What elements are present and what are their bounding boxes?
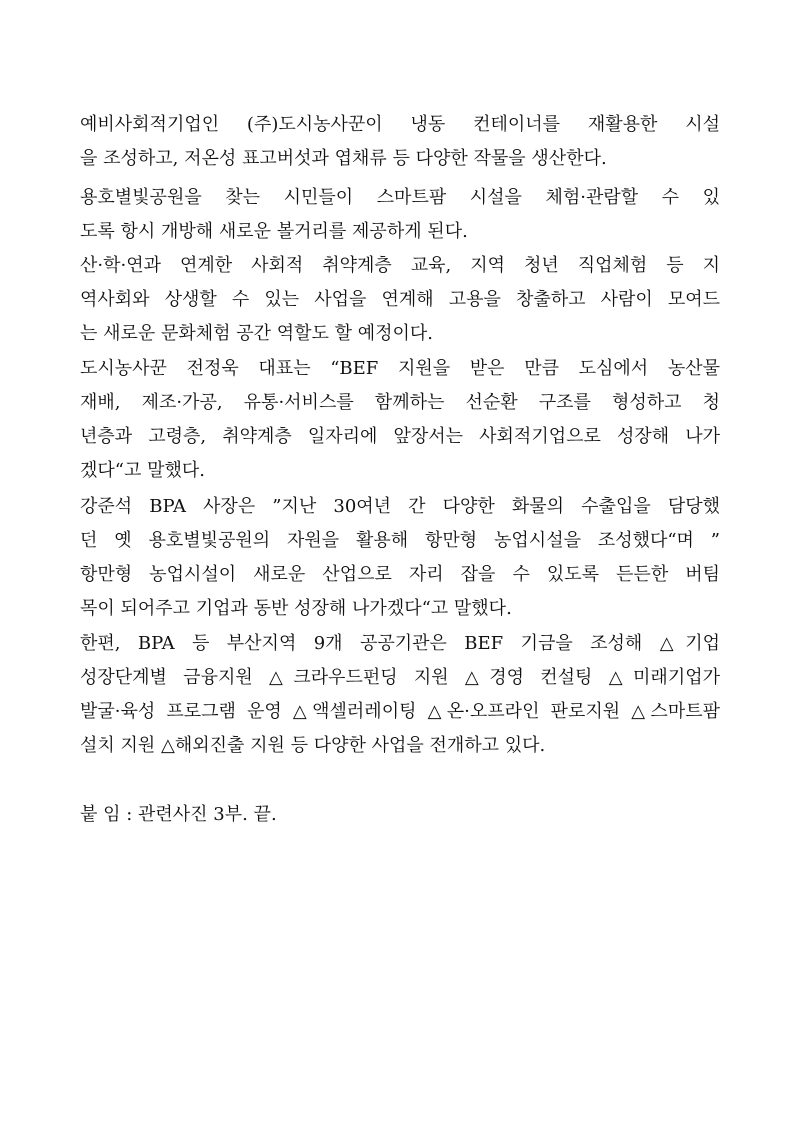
paragraph-facility [80,108,720,176]
text-line: 던 옛 용호별빛공원의 자원을 활용해 항만형 농업시설을 조성했다“며 ” [80,530,720,551]
text-line: 한편, BPA 등 부산지역 9개 공공기관은 BEF 기금을 조성해 △기업 [80,633,720,654]
text-line: 년층과 고령층, 취약계층 일자리에 앞장서는 사회적기업으로 성장해 나가 [80,426,720,447]
text-line: 발굴·육성 프로그램 운영 △액셀러레이팅 △온·오프라인 판로지원 △스마트팜 [80,701,720,722]
text-line: 겠다“고 말했다. [80,460,205,481]
paragraph-ceo-quote [80,352,720,488]
text-line: 설치 지원 △해외진출 지원 등 다양한 사업을 전개하고 있다. [80,735,546,756]
text-line: 목이 되어주고 기업과 동반 성장해 나가겠다“고 말했다. [80,598,512,619]
attachment-note: 붙 임 : 관련사진 3부. 끝. [80,804,277,825]
text-line: 도시농사꾼 전정욱 대표는 “BEF 지원을 받은 만큼 도심에서 농산물 [80,358,720,379]
paragraph-bpa-quote [80,490,720,626]
text-line: 강준석 BPA 사장은 ”지난 30여년 간 다양한 화물의 수출입을 담당했 [80,496,720,517]
text-line: 을 조성하고, 저온성 표고버섯과 엽채류 등 다양한 작물을 생산한다. [80,148,607,169]
paragraph-bef-fund [80,627,720,763]
paragraph-open-to-public [80,181,720,249]
text-line: 예비사회적기업인 (주)도시농사꾼이 냉동 컨테이너를 재활용한 시설 [80,114,720,135]
text-line: 성장단계별 금융지원 △크라우드펀딩 지원 △경영 컨설팅 △미래기업가 [80,667,720,688]
text-line: 는 새로운 문화체험 공간 역할도 할 예정이다. [80,323,434,344]
text-line: 도록 항시 개방해 새로운 볼거리를 제공하게 된다. [80,221,468,242]
text-line: 역사회와 상생할 수 있는 사업을 연계해 고용을 창출하고 사람이 모여드 [80,289,720,310]
text-line: 항만형 농업시설이 새로운 산업으로 자리 잡을 수 있도록 든든한 버팀 [80,564,720,585]
paragraph-community-programs [80,249,720,351]
text-line: 산·학·연과 연계한 사회적 취약계층 교육, 지역 청년 직업체험 등 지 [80,255,720,276]
text-line: 용호별빛공원을 찾는 시민들이 스마트팜 시설을 체험·관람할 수 있 [80,187,720,208]
text-line: 재배, 제조·가공, 유통·서비스를 함께하는 선순환 구조를 형성하고 청 [80,392,720,413]
